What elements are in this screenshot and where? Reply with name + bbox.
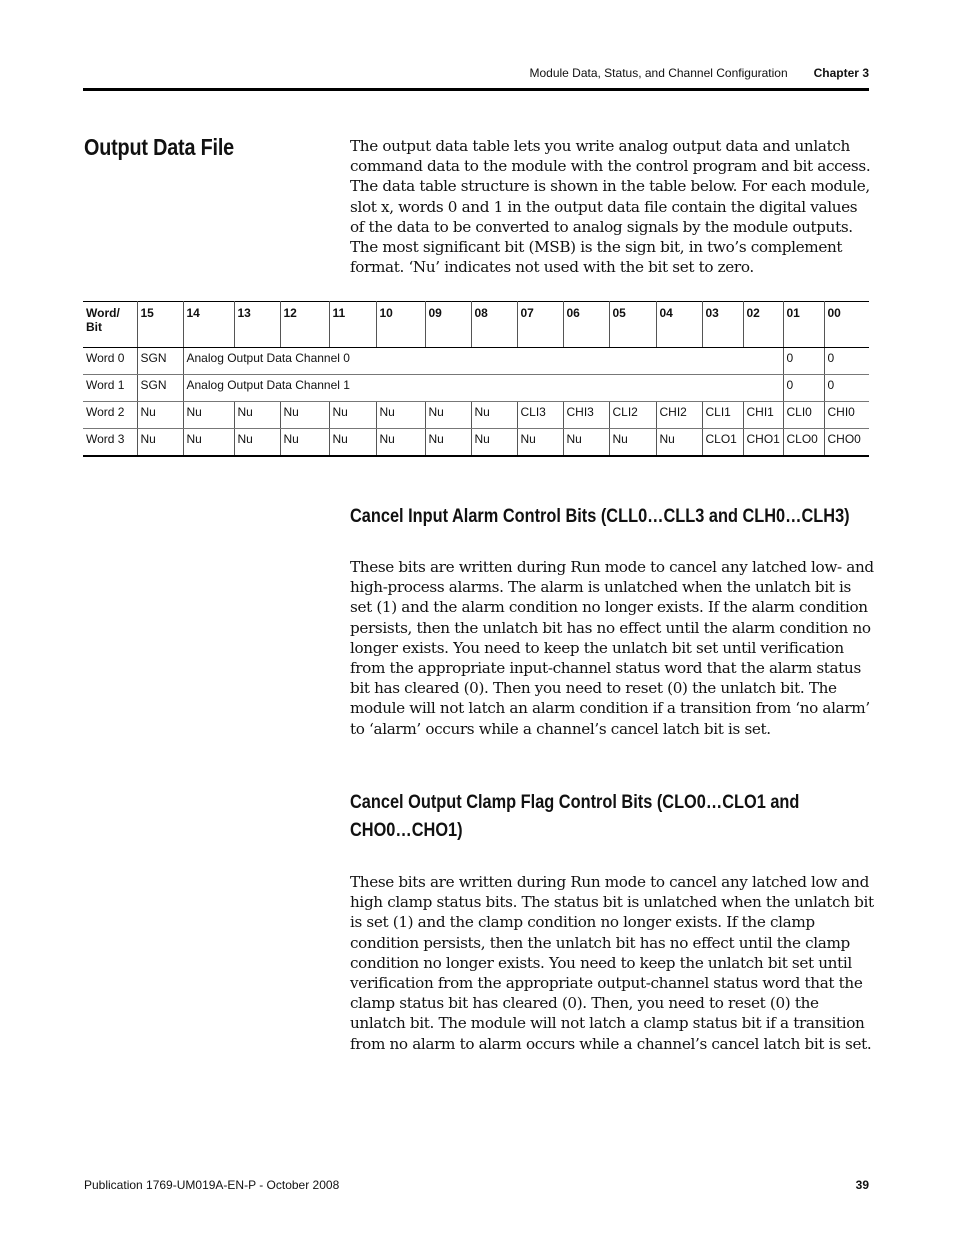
column-header: 02 [743,302,783,348]
running-header [529,66,869,80]
column-header: 10 [376,302,425,348]
table-header-row [83,302,869,348]
bit-cell: Nu [280,429,329,457]
bit-cell: 0 [824,348,869,375]
bit-cell: Nu [183,429,234,457]
cancel-output-clamp-heading: Cancel Output Clamp Flag Control Bits (CLO0…CLO1 and CHO0…CHO1) [350,792,800,841]
column-header: 14 [183,302,234,348]
bit-cell: CLO0 [783,429,824,457]
table-row [83,429,869,457]
column-header: 13 [234,302,280,348]
footer-publication: Publication 1769-UM019A-EN-P - October 2008 [84,1178,340,1192]
column-header: 07 [517,302,563,348]
bit-cell: CLI0 [783,402,824,429]
data-cell: Analog Output Data Channel 0 [183,348,783,375]
column-header: 08 [471,302,517,348]
data-cell: Analog Output Data Channel 1 [183,375,783,402]
footer-page-number: 39 [855,1178,869,1192]
sign-cell: SGN [137,348,183,375]
bit-cell: Nu [329,429,376,457]
bit-cell: Nu [425,429,471,457]
word-cell: Word 0 [83,348,137,375]
bit-cell: 0 [783,348,824,375]
running-header-section: Module Data, Status, and Channel Configuration [529,66,788,80]
bit-cell: CHI1 [743,402,783,429]
header-rule [83,88,869,91]
bit-cell: CHO1 [743,429,783,457]
bit-cell: CHI3 [563,402,609,429]
bit-cell: Nu [137,402,183,429]
bit-cell: Nu [517,429,563,457]
table-row [83,375,869,402]
column-header: Word/ Bit [83,302,137,348]
bit-cell: Nu [376,429,425,457]
bit-cell: Nu [471,402,517,429]
page-title: Output Data File [84,134,235,160]
bit-cell: Nu [234,402,280,429]
cancel-output-clamp-paragraph: These bits are written during Run mode to cancel any latched low and high clamp status bits. The status bit is unlatched when the unlatch bit is set (1) and the clamp condition no longer exists. If the clamp condition persists, then the unlatch bit has no effect until the clamp condition no longer exists. You need to keep the unlatch bit set until verification from the appropriate output-channel status word that the clamp status bit has cleared (0). Then, you need to reset (0) the unlatch bit. The module will not latch a clamp status bit if a transition from no alarm to alarm occurs while a channel’s cancel latch bit is set. [350,873,874,1053]
column-header: 12 [280,302,329,348]
word-cell: Word 3 [83,429,137,457]
table-row [83,402,869,429]
cancel-input-alarm-heading: Cancel Input Alarm Control Bits (CLL0…CLL3 and CLH0…CLH3) [350,506,850,527]
sign-cell: SGN [137,375,183,402]
column-header: 09 [425,302,471,348]
bit-cell: Nu [137,429,183,457]
column-header: 00 [824,302,869,348]
table-row [83,348,869,375]
word-cell: Word 2 [83,402,137,429]
column-header: 01 [783,302,824,348]
bit-cell: Nu [280,402,329,429]
column-header: 03 [702,302,743,348]
bit-cell: Nu [656,429,702,457]
bit-cell: Nu [329,402,376,429]
output-data-table [83,301,869,457]
column-header: 06 [563,302,609,348]
bit-cell: Nu [563,429,609,457]
bit-cell: Nu [183,402,234,429]
intro-paragraph: The output data table lets you write analog output data and unlatch command data to the module with the control program and bit access. The data table structure is shown in the table below. For each module, slot x, words 0 and 1 in the output data file contain the digital values of the data to be converted to analog signals by the module outputs. The most significant bit (MSB) is the sign bit, in two’s complement format. ‘Nu’ indicates not used with the bit set to zero. [350,137,871,277]
bit-cell: CLO1 [702,429,743,457]
column-header: 11 [329,302,376,348]
bit-cell: CLI2 [609,402,656,429]
bit-cell: CLI1 [702,402,743,429]
bit-cell: Nu [425,402,471,429]
word-cell: Word 1 [83,375,137,402]
column-header: 04 [656,302,702,348]
column-header: 05 [609,302,656,348]
column-header: 15 [137,302,183,348]
bit-cell: Nu [609,429,656,457]
bit-cell: CHI0 [824,402,869,429]
bit-cell: Nu [471,429,517,457]
bit-cell: CLI3 [517,402,563,429]
bit-cell: 0 [783,375,824,402]
running-header-chapter: Chapter 3 [813,66,869,80]
bit-cell: CHO0 [824,429,869,457]
bit-cell: Nu [376,402,425,429]
bit-cell: Nu [234,429,280,457]
cancel-input-alarm-paragraph: These bits are written during Run mode to cancel any latched low- and high-process alarms. The alarm is unlatched when the unlatch bit is set (1) and the alarm condition no longer exists. If the alarm condition persists, then the unlatch bit has no effect until the alarm condition no longer exists. You need to keep the unlatch bit set until verification from the appropriate input-channel status word that the alarm status bit has cleared (0). Then you need to reset (0) the unlatch bit. The module will not latch an alarm condition if a transition from ‘no alarm’ to ‘alarm’ occurs while a channel’s cancel latch bit is set. [350,558,874,738]
bit-cell: CHI2 [656,402,702,429]
bit-cell: 0 [824,375,869,402]
